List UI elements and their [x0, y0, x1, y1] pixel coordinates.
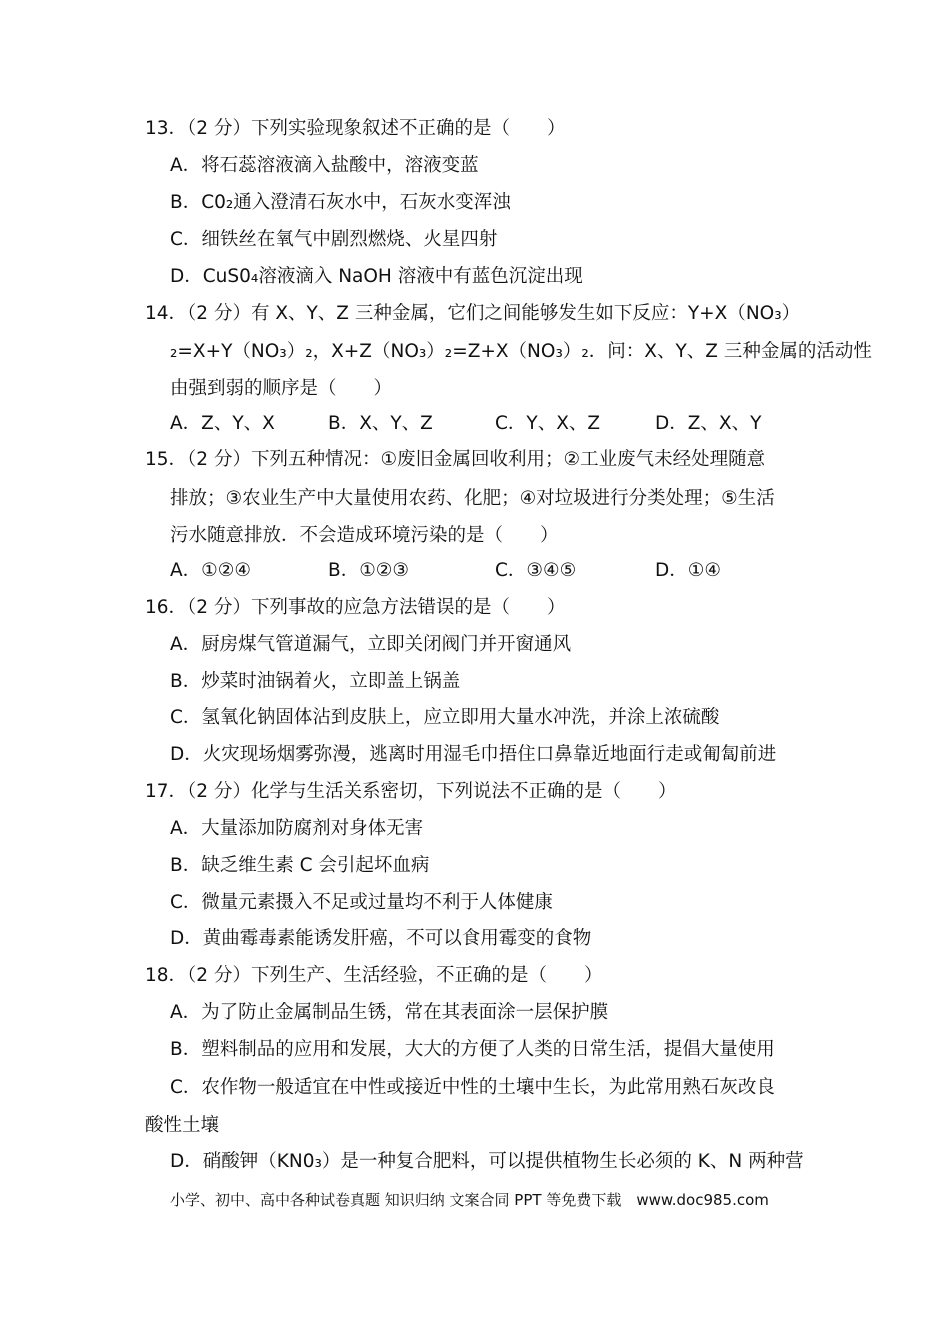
question-13-option-b: B．C0₂通入澄清石灰水中，石灰水变浑浊	[170, 192, 511, 213]
question-16-option-a: A．厨房煤气管道漏气，立即关闭阀门并开窗通风	[170, 634, 572, 655]
question-15-option-c: C．③④⑤	[495, 560, 577, 581]
question-18-option-b: B．塑料制品的应用和发展，大大的方便了人类的日常生活，提倡大量使用	[170, 1039, 775, 1060]
question-18-stem: 18．（2 分）下列生产、生活经验，不正确的是（ ）	[145, 965, 603, 986]
question-17-option-b: B．缺乏维生素 C 会引起坏血病	[170, 855, 430, 876]
question-15-option-d: D．①④	[655, 560, 721, 581]
question-18-option-a: A．为了防止金属制品生锈，常在其表面涂一层保护膜	[170, 1002, 609, 1023]
question-17-option-a: A．大量添加防腐剂对身体无害	[170, 818, 424, 839]
question-13-stem: 13．（2 分）下列实验现象叙述不正确的是（ ）	[145, 118, 566, 139]
question-15-stem-line-1: 15．（2 分）下列五种情况：①废旧金属回收利用；②工业废气未经处理随意	[145, 449, 766, 470]
question-14-option-c: C．Y、X、Z	[495, 413, 601, 434]
question-13-option-a: A．将石蕊溶液滴入盐酸中，溶液变蓝	[170, 155, 479, 176]
question-13-option-c: C．细铁丝在氧气中剧烈燃烧、火星四射	[170, 229, 498, 250]
question-14-option-b: B．X、Y、Z	[328, 413, 433, 434]
question-16-option-b: B．炒菜时油锅着火，立即盖上锅盖	[170, 671, 461, 692]
question-13-option-d: D．CuS0₄溶液滴入 NaOH 溶液中有蓝色沉淀出现	[170, 266, 583, 287]
question-18-option-c-line-1: C．农作物一般适宜在中性或接近中性的土壤中生长，为此常用熟石灰改良	[170, 1077, 775, 1098]
question-14-option-d: D．Z、X、Y	[655, 413, 762, 434]
question-17-option-d: D．黄曲霉毒素能诱发肝癌，不可以食用霉变的食物	[170, 928, 592, 949]
question-17-option-c: C．微量元素摄入不足或过量均不利于人体健康	[170, 892, 553, 913]
question-18-option-d: D．硝酸钾（KN0₃）是一种复合肥料，可以提供植物生长必须的 K、N 两种营	[170, 1151, 804, 1172]
question-15-stem-line-2: 排放；③农业生产中大量使用农药、化肥；④对垃圾进行分类处理；⑤生活	[170, 488, 775, 509]
question-14-stem-line-3: 由强到弱的顺序是（ ）	[170, 378, 393, 399]
question-14-stem-line-2: ₂=X+Y（NO₃）₂，X+Z（NO₃）₂=Z+X（NO₃）₂．问：X、Y、Z 三种金属的活动性	[170, 341, 872, 362]
question-14-option-a: A．Z、Y、X	[170, 413, 275, 434]
question-15-option-a: A．①②④	[170, 560, 251, 581]
question-16-stem: 16．（2 分）下列事故的应急方法错误的是（ ）	[145, 597, 566, 618]
question-14-stem-line-1: 14．（2 分）有 X、Y、Z 三种金属，它们之间能够发生如下反应：Y+X（NO₃）	[145, 303, 801, 324]
question-15-option-b: B．①②③	[328, 560, 409, 581]
question-16-option-c: C．氢氧化钠固体沾到皮肤上，应立即用大量水冲洗，并涂上浓硫酸	[170, 707, 720, 728]
question-16-option-d: D．火灾现场烟雾弥漫，逃离时用湿毛巾捂住口鼻靠近地面行走或匍匐前进	[170, 744, 777, 765]
question-18-option-c-line-2: 酸性土壤	[145, 1115, 220, 1136]
question-17-stem: 17．（2 分）化学与生活关系密切，下列说法不正确的是（ ）	[145, 781, 677, 802]
question-15-stem-line-3: 污水随意排放．不会造成环境污染的是（ ）	[170, 525, 559, 546]
page-footer: 小学、初中、高中各种试卷真题 知识归纳 文案合同 PPT 等免费下载 www.doc985.com	[170, 1191, 769, 1209]
